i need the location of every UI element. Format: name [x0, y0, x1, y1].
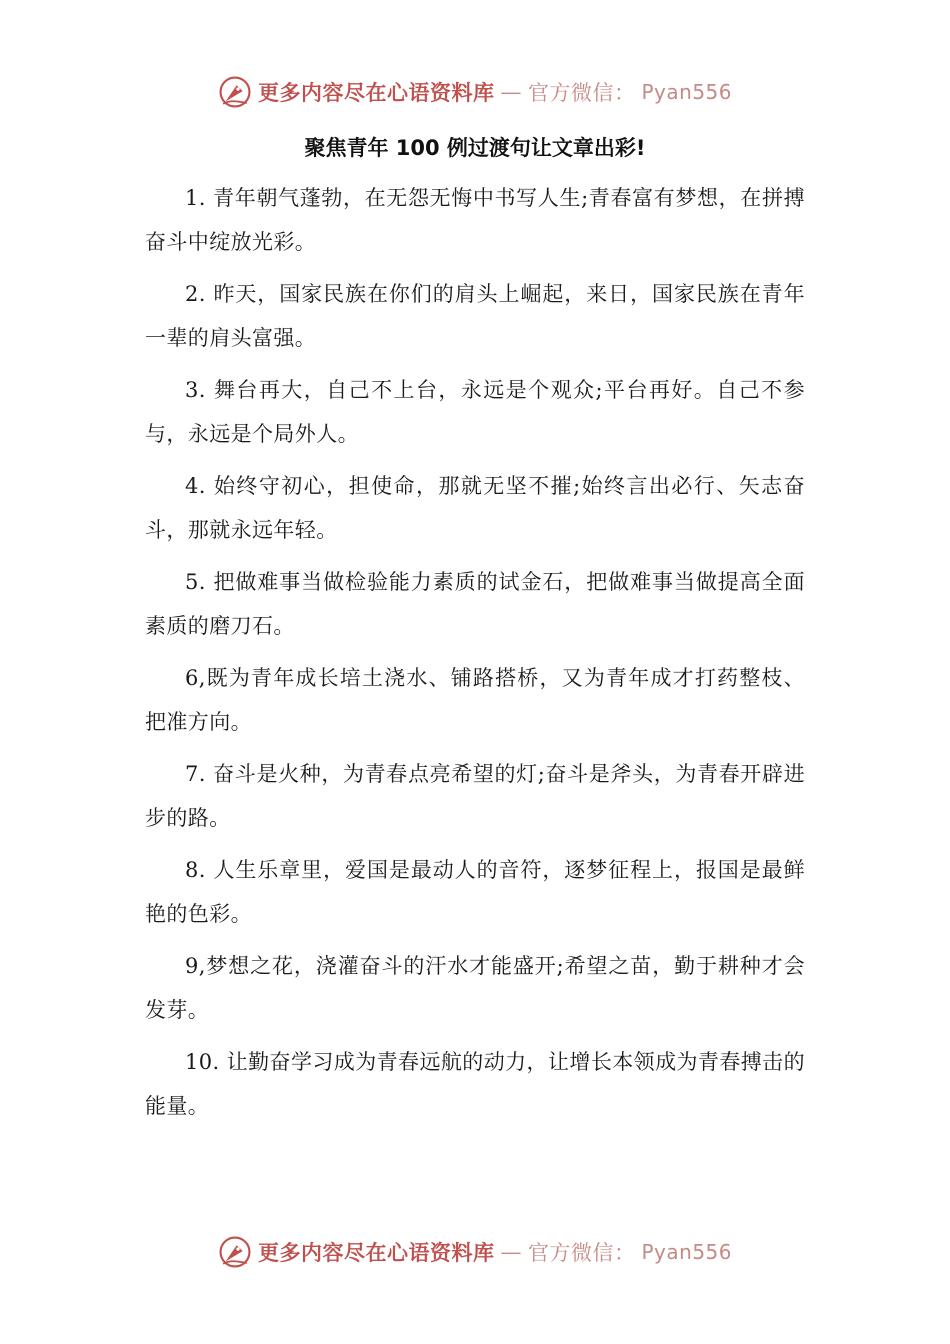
banner-wechat-label: 官方微信：: [527, 1241, 636, 1265]
paragraph-5: 5. 把做难事当做检验能力素质的试金石，把做难事当做提高全面素质的磨刀石。: [145, 570, 805, 638]
banner-dash: —: [500, 80, 522, 104]
footer-banner: [0, 1232, 950, 1272]
paragraph-1: 1. 青年朝气蓬勃，在无怨无悔中书写人生;青春富有梦想，在拼搏奋斗中绽放光彩。: [145, 186, 805, 254]
document-title: 聚焦青年 100 例过渡句让文章出彩!: [304, 136, 646, 160]
paragraph-6: 6,既为青年成长培土浇水、铺路搭桥，又为青年成才打药整枝、把准方向。: [145, 666, 805, 734]
paragraph-4: 4. 始终守初心，担使命，那就无坚不摧;始终言出必行、矢志奋斗，那就永远年轻。: [145, 474, 805, 542]
paragraph-10: 10. 让勤奋学习成为青春远航的动力，让增长本领成为青春搏击的能量。: [145, 1050, 805, 1118]
banner-wechat-id: Pyan556: [641, 1240, 732, 1264]
pen-nib-icon: [218, 75, 252, 109]
pen-nib-icon: [218, 1235, 252, 1269]
banner-wechat-label: 官方微信：: [527, 81, 636, 105]
banner-wechat-id: Pyan556: [641, 80, 732, 104]
banner-dash: —: [500, 1240, 522, 1264]
document-body: [145, 176, 805, 1136]
paragraph-3: 3. 舞台再大，自己不上台，永远是个观众;平台再好。自己不参与，永远是个局外人。: [145, 378, 805, 446]
paragraph-2: 2. 昨天，国家民族在你们的肩头上崛起，来日，国家民族在青年一辈的肩头富强。: [145, 282, 805, 350]
paragraph-7: 7. 奋斗是火种，为青春点亮希望的灯;奋斗是斧头，为青春开辟进步的路。: [145, 762, 805, 830]
banner-inner: [218, 75, 732, 109]
paragraph-8: 8. 人生乐章里，爱国是最动人的音符，逐梦征程上，报国是最鲜艳的色彩。: [145, 858, 805, 926]
header-banner: [0, 72, 950, 112]
banner-main-text: 更多内容尽在心语资料库: [257, 80, 495, 105]
paragraph-9: 9,梦想之花，浇灌奋斗的汗水才能盛开;希望之苗，勤于耕种才会发芽。: [145, 954, 805, 1022]
banner-main-text: 更多内容尽在心语资料库: [257, 1240, 495, 1265]
banner-inner: [218, 1235, 732, 1269]
